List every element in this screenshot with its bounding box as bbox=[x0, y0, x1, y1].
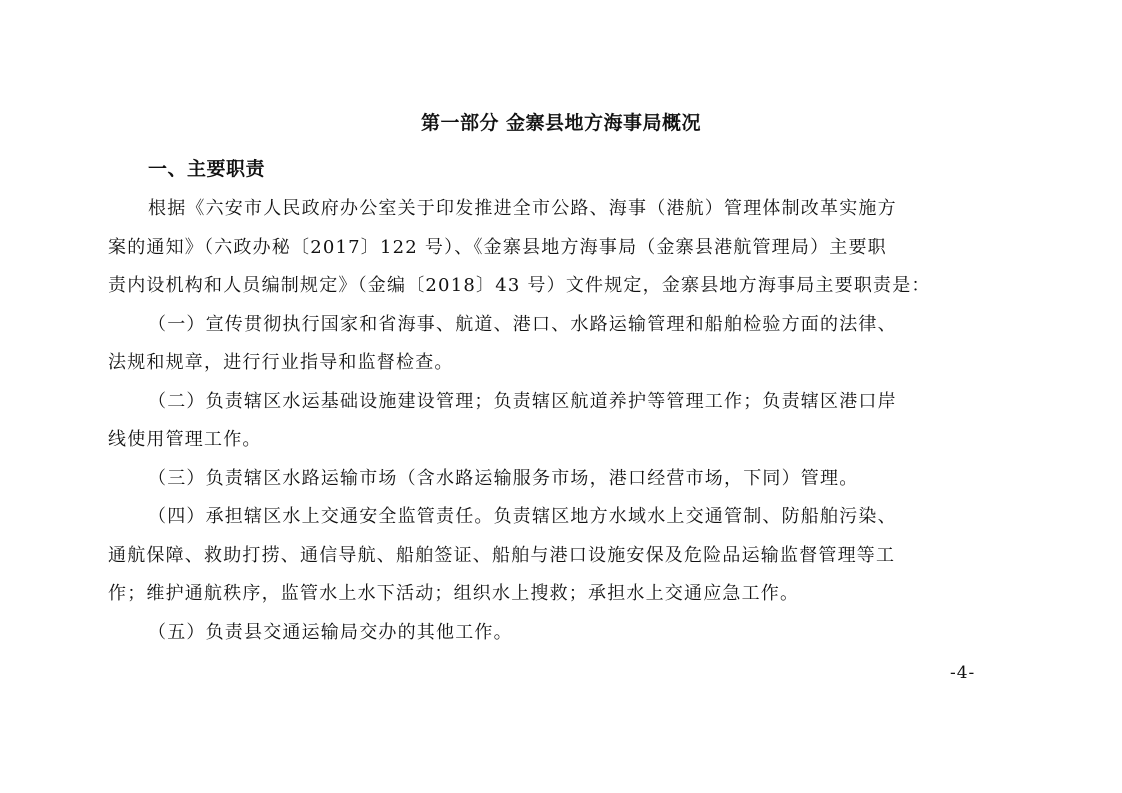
duty-2-line-1: （二）负责辖区水运基础设施建设管理；负责辖区航道养护等管理工作；负责辖区港口岸 bbox=[148, 391, 897, 412]
duty-2-line-2: 线使用管理工作。 bbox=[108, 429, 262, 450]
paragraph-line-2: 案的通知》（六政办秘〔2017〕122 号）、《金寨县地方海事局（金寨县港航管理局）主要职 bbox=[108, 237, 887, 258]
duty-1-line-1: （一）宣传贯彻执行国家和省海事、航道、港口、水路运输管理和船舶检验方面的法律、 bbox=[148, 314, 897, 335]
duty-4-line-1: （四）承担辖区水上交通安全监管责任。负责辖区地方水域水上交通管制、防船舶污染、 bbox=[148, 506, 897, 527]
duty-3-line-1: （三）负责辖区水路运输市场（含水路运输服务市场，港口经营市场，下同）管理。 bbox=[148, 468, 859, 489]
duty-5-line-1: （五）负责县交通运输局交办的其他工作。 bbox=[148, 622, 513, 643]
page-title: 第一部分 金寨县地方海事局概况 bbox=[420, 112, 702, 134]
section-heading: 一、主要职责 bbox=[148, 158, 266, 180]
page-number: -4- bbox=[950, 663, 976, 683]
duty-4-line-3: 作；维护通航秩序，监管水上水下活动；组织水上搜救；承担水上交通应急工作。 bbox=[108, 583, 800, 604]
paragraph-line-3: 责内设机构和人员编制规定》（金编〔2018〕43 号）文件规定，金寨县地方海事局主要职责是： bbox=[108, 275, 931, 296]
duty-1-line-2: 法规和规章，进行行业指导和监督检查。 bbox=[108, 352, 454, 373]
paragraph-line-1: 根据《六安市人民政府办公室关于印发推进全市公路、海事（港航）管理体制改革实施方 bbox=[148, 198, 897, 219]
duty-4-line-2: 通航保障、救助打捞、通信导航、船舶签证、船舶与港口设施安保及危险品运输监督管理等工 bbox=[108, 545, 896, 566]
